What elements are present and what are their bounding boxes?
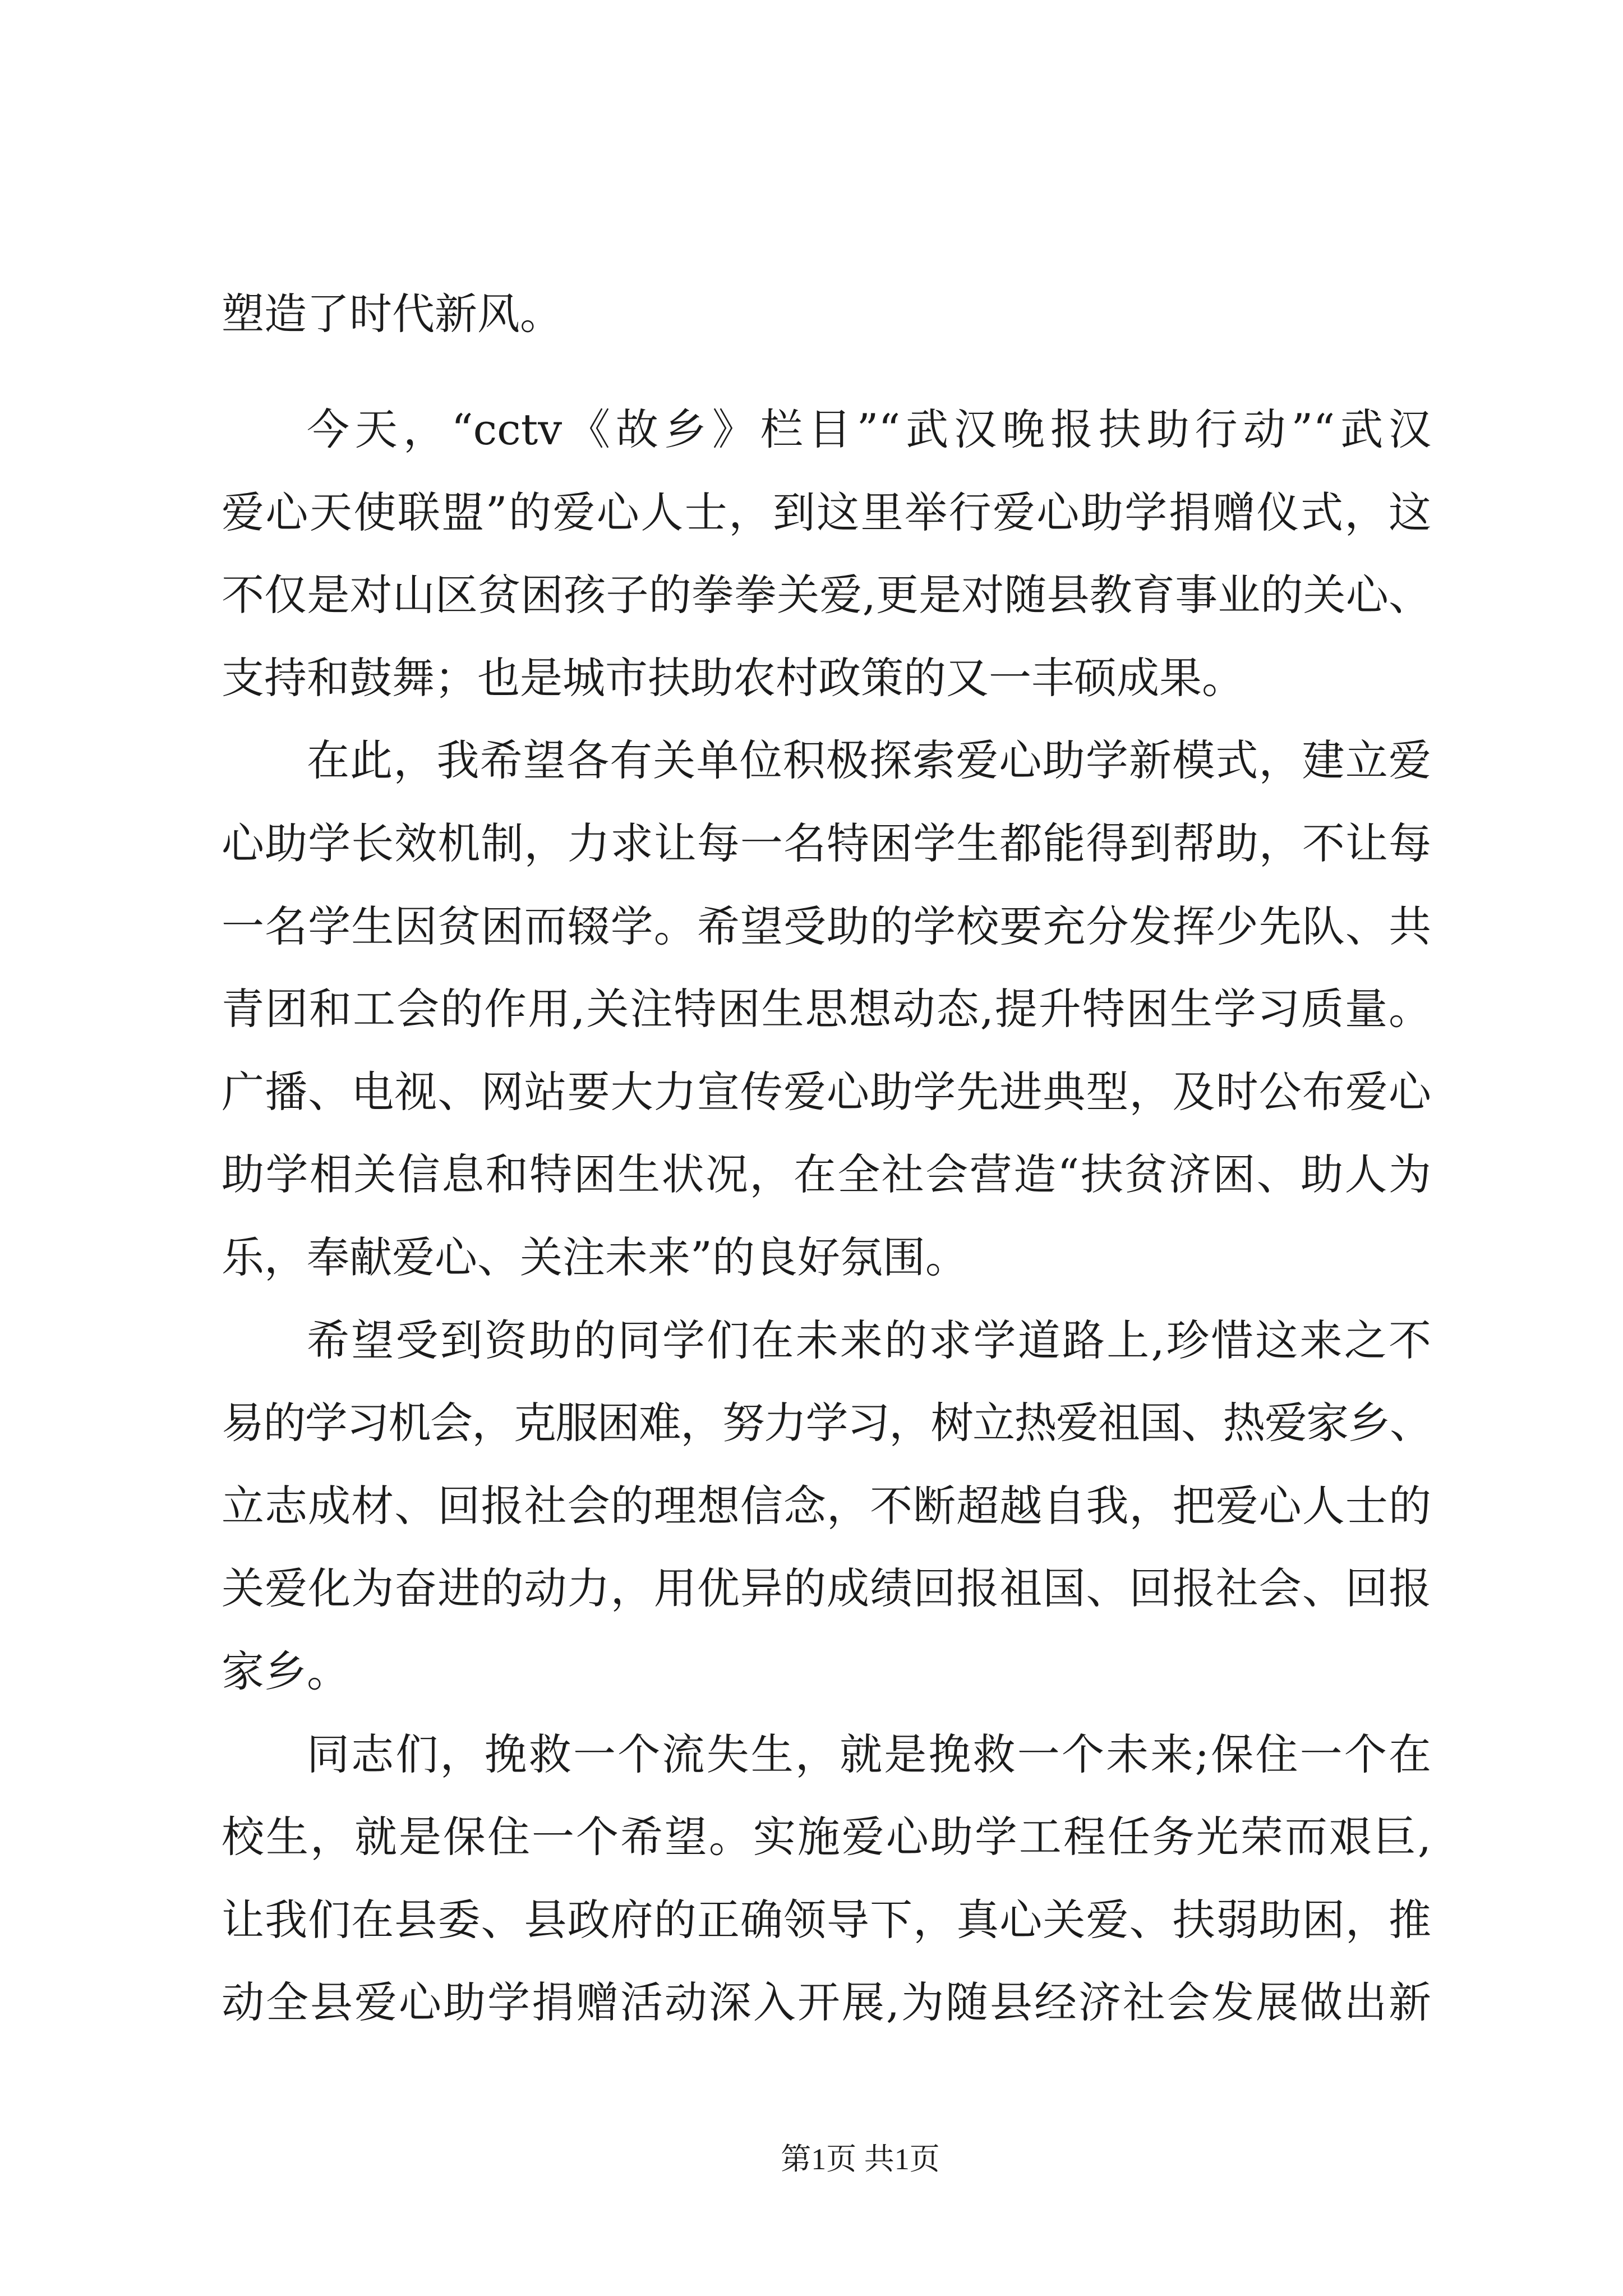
paragraph-line: 希望受到资助的同学们在未来的求学道路上,珍惜这来之不 xyxy=(307,1315,1431,1365)
paragraph-line: 关爱化为奋进的动力，用优异的成绩回报祖国、回报社会、回报 xyxy=(222,1563,1431,1613)
paragraph-line: 易的学习机会，克服困难，努力学习，树立热爱祖国、热爱家乡、 xyxy=(222,1398,1431,1448)
paragraph-line: 立志成材、回报社会的理想信念，不断超越自我，把爱心人士的 xyxy=(222,1481,1431,1531)
paragraph-line: 同志们，挽救一个流失生，就是挽救一个未来;保住一个在 xyxy=(307,1729,1431,1779)
paragraph-line: 心助学长效机制，力求让每一名特困学生都能得到帮助，不让每 xyxy=(222,818,1431,868)
page-number-footer: 第1页 共1页 xyxy=(781,2142,940,2176)
paragraph-line: 支持和鼓舞；也是城市扶助农村政策的又一丰硕成果。 xyxy=(222,653,1244,703)
paragraph-line: 在此，我希望各有关单位积极探索爱心助学新模式，建立爱 xyxy=(307,735,1431,785)
paragraph-line: 乐，奉献爱心、关注未来”的良好氛围。 xyxy=(222,1232,968,1282)
paragraph-line: 家乡。 xyxy=(222,1646,349,1696)
paragraph-line: 让我们在县委、县政府的正确领导下，真心关爱、扶弱助困，推 xyxy=(222,1895,1431,1945)
paragraph-line: 塑造了时代新风。 xyxy=(222,289,562,339)
paragraph-line: 动全县爱心助学捐赠活动深入开展,为随县经济社会发展做出新 xyxy=(222,1977,1431,2027)
paragraph-line: 今天，“cctv《故乡》栏目”“武汉晚报扶助行动”“武汉 xyxy=(307,404,1431,454)
paragraph-line: 不仅是对山区贫困孩子的拳拳关爱,更是对随县教育事业的关心、 xyxy=(222,570,1431,620)
paragraph-line: 助学相关信息和特困生状况，在全社会营造“扶贫济困、助人为 xyxy=(222,1149,1431,1199)
paragraph-line: 广播、电视、网站要大力宣传爱心助学先进典型，及时公布爱心 xyxy=(222,1067,1431,1117)
paragraph-line: 爱心天使联盟”的爱心人士，到这里举行爱心助学捐赠仪式，这 xyxy=(222,487,1431,537)
paragraph-line: 一名学生因贫困而辍学。希望受助的学校要充分发挥少先队、共 xyxy=(222,901,1431,951)
paragraph-line: 青团和工会的作用,关注特困生思想动态,提升特困生学习质量。 xyxy=(222,984,1431,1034)
paragraph-line: 校生，就是保住一个希望。实施爱心助学工程任务光荣而艰巨, xyxy=(222,1812,1431,1862)
